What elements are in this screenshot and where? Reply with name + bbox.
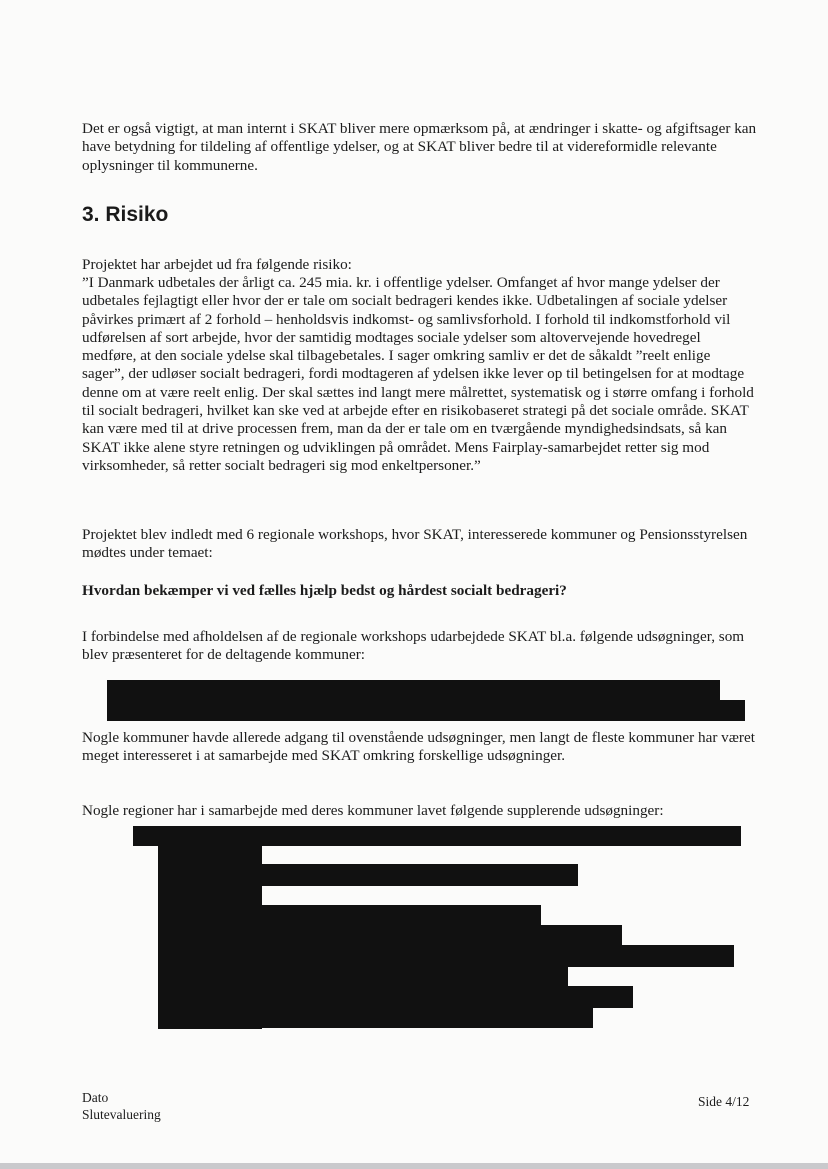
access-paragraph: Nogle kommuner havde allerede adgang til ovenstående udsøgninger, men langt de fleste kommuner har været meget interesseret i at samarbejde med SKAT omkring forskellige udsøgninger. [82, 729, 755, 765]
redaction-block [158, 1006, 593, 1028]
workshops-paragraph: Projektet blev indledt med 6 regionale workshops, hvor SKAT, interesserede kommuner og Pensionsstyrelsen mødtes under temaet: [82, 526, 748, 562]
redaction-block [158, 884, 260, 906]
redaction-block [107, 700, 745, 721]
scan-edge [0, 1163, 828, 1169]
page-number: Side 4/12 [698, 1094, 750, 1109]
redaction-block [158, 986, 633, 1008]
searches-intro: I forbindelse med afholdelsen af de regionale workshops udarbejdede SKAT bl.a. følgende udsøgninger, som blev præsenteret for de deltagende kommuner: [82, 628, 745, 664]
redaction-block [158, 945, 734, 967]
footer-doc-title: Slutevaluering [82, 1107, 161, 1122]
risk-quote: ”I Danmark udbetales der årligt ca. 245 mia. kr. i offentlige ydelser. Omfanget af hvor mange ydelser der udbetales fejlagtigt eller hvor der er tale om socialt bedrageri kendes ikke. Udbetalingen af sociale ydelser påvirkes primært af 2 forhold – henholdsvis indkomst- og samlivsforhold. I forhold til indkomstforhold vil udførelsen af sort arbejde, hvor der samtidig modtages sociale ydelser som altovervejende hovedregel medføre, at den sociale ydelse skal tilbagebetales. I sager omkring samliv er det de såkaldt ”reelt enlige sager”, der udløser socialt bedrageri, fordi modtageren af ydelsen ikke lever op til betingelsen for at modtage denne om at være reelt enlig. Der skal sættes ind langt mere målrettet, systematisk og i større omfang i forhold til socialt bedrageri, hvilket kan ske ved at arbejde efter en risikobaseret strategi på det sociale område. SKAT kan være med til at drive processen frem, man da der er tale om en tværgående myndighedsindsats, så kan SKAT ikke alene styre retningen og udviklingen på området. Mens Fairplay-samarbejdet retter sig mod virksomheder, så retter socialt bedrageri sig mod enkeltpersoner.” [82, 274, 754, 474]
footer-left [82, 1089, 161, 1123]
intro-paragraph: Det er også vigtigt, at man internt i SKAT bliver mere opmærksom på, at ændringer i skatte- og afgiftsager kan have betydning for tildeling af offentlige ydelser, og at SKAT bliver bedre til at videreformidle relevante oplysninger til kommunerne. [82, 120, 757, 174]
redaction-block [158, 925, 622, 947]
section-heading: 3. Risiko [82, 203, 169, 226]
footer-date-label: Dato [82, 1090, 109, 1105]
regions-paragraph: Nogle regioner har i samarbejde med deres kommuner lavet følgende supplerende udsøgninger: [82, 802, 664, 819]
redaction-block [158, 864, 578, 886]
bold-question: Hvordan bekæmper vi ved fælles hjælp bedst og hårdest socialt bedrageri? [82, 582, 567, 599]
risk-intro: Projektet har arbejdet ud fra følgende risiko: [82, 256, 352, 273]
redaction-block [158, 905, 541, 927]
redaction-block [158, 966, 568, 988]
